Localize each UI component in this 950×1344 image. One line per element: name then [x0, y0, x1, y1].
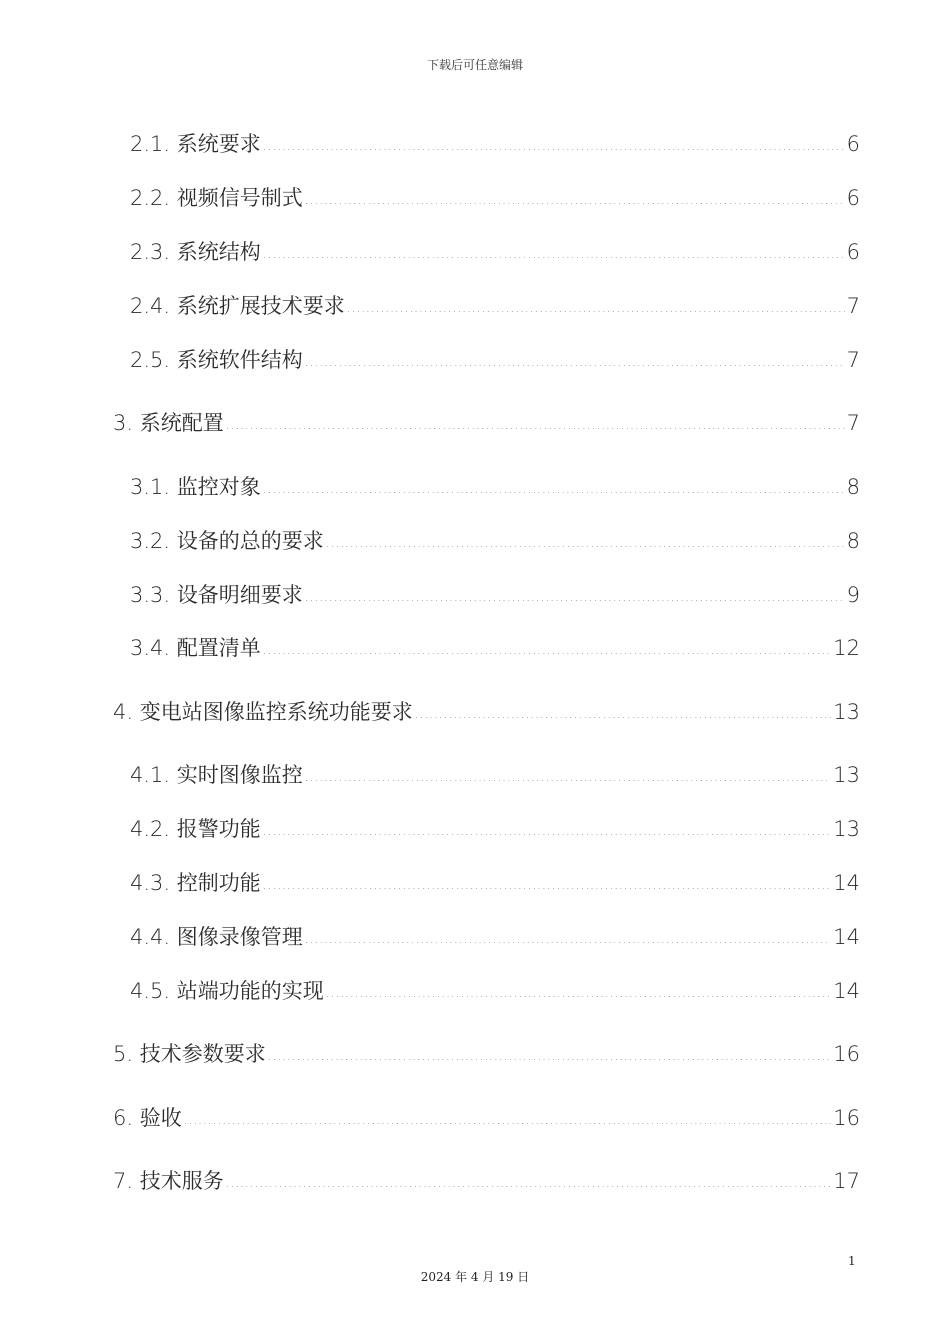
toc-leader-dots [305, 582, 845, 612]
toc-entry[interactable] [130, 633, 860, 666]
toc-entry[interactable] [130, 814, 860, 847]
toc-leader-dots [263, 239, 845, 269]
toc-entry-title: 3.3. 设备明细要求 [130, 583, 303, 607]
toc-entry[interactable] [130, 237, 860, 270]
toc-leader-dots [415, 699, 832, 729]
toc-entry-page: 16 [833, 1042, 860, 1066]
toc-leader-dots [263, 870, 832, 900]
toc-entry[interactable] [130, 345, 860, 378]
toc-entry-page: 13 [833, 763, 860, 787]
toc-entry-title: 3.4. 配置清单 [130, 636, 261, 660]
toc-entry-title: 2.5. 系统软件结构 [130, 348, 303, 372]
toc-leader-dots [263, 635, 832, 665]
toc-entry[interactable] [130, 183, 860, 216]
toc-entry-page: 14 [833, 871, 860, 895]
toc-entry-title: 2.4. 系统扩展技术要求 [130, 294, 345, 318]
toc-leader-dots [226, 410, 845, 440]
toc-entry[interactable] [130, 922, 860, 955]
toc-entry-page: 7 [846, 348, 860, 372]
toc-entry-title: 4. 变电站图像监控系统功能要求 [113, 700, 413, 724]
toc-leader-dots [305, 185, 845, 215]
toc-entry-page: 17 [833, 1169, 860, 1193]
toc-leader-dots [184, 1105, 832, 1135]
toc-entry-title: 3.2. 设备的总的要求 [130, 529, 324, 553]
toc-entry-page: 6 [846, 186, 860, 210]
toc-entry-title: 2.3. 系统结构 [130, 240, 261, 264]
toc-entry[interactable] [130, 580, 860, 613]
toc-entry-title: 2.1. 系统要求 [130, 132, 261, 156]
toc-entry-page: 13 [833, 700, 860, 724]
toc-entry-title: 4.5. 站端功能的实现 [130, 979, 324, 1003]
toc-entry-page: 14 [833, 979, 860, 1003]
toc-entry-title: 2.2. 视频信号制式 [130, 186, 303, 210]
toc-leader-dots [263, 131, 845, 161]
toc-entry-title: 4.4. 图像录像管理 [130, 925, 303, 949]
toc-entry-page: 8 [846, 475, 860, 499]
toc-entry-title: 4.1. 实时图像监控 [130, 763, 303, 787]
toc-entry-title: 7. 技术服务 [113, 1169, 224, 1193]
toc-entry[interactable] [113, 1103, 860, 1136]
toc-leader-dots [305, 762, 832, 792]
toc-entry[interactable] [130, 472, 860, 505]
toc-entry[interactable] [130, 976, 860, 1009]
toc-leader-dots [305, 347, 845, 377]
toc-entry-page: 6 [846, 132, 860, 156]
toc-leader-dots [305, 924, 832, 954]
toc-entry[interactable] [130, 760, 860, 793]
toc-entry-page: 13 [833, 817, 860, 841]
toc-entry-page: 14 [833, 925, 860, 949]
toc-entry-page: 7 [846, 294, 860, 318]
toc-entry[interactable] [113, 408, 860, 441]
toc-leader-dots [268, 1041, 832, 1071]
toc-entry-title: 4.3. 控制功能 [130, 871, 261, 895]
toc-leader-dots [326, 978, 832, 1008]
toc-entry[interactable] [130, 291, 860, 324]
toc-entry[interactable] [130, 526, 860, 559]
toc-leader-dots [226, 1168, 832, 1198]
toc-entry-page: 16 [833, 1106, 860, 1130]
page-number: 1 [848, 1254, 856, 1268]
page-footer-date: 2024 年 4 月 19 日 [420, 1270, 530, 1284]
toc-leader-dots [347, 293, 845, 323]
toc-entry[interactable] [113, 1166, 860, 1199]
toc-entry-page: 9 [846, 583, 860, 607]
toc-leader-dots [263, 474, 845, 504]
toc-entry[interactable] [130, 129, 860, 162]
toc-entry-page: 12 [833, 636, 860, 660]
toc-entry-title: 5. 技术参数要求 [113, 1042, 266, 1066]
toc-leader-dots [326, 528, 845, 558]
toc-entry-title: 3.1. 监控对象 [130, 475, 261, 499]
toc-entry-title: 3. 系统配置 [113, 411, 224, 435]
toc-entry[interactable] [113, 1039, 860, 1072]
page-header: 下载后可任意编辑 [426, 58, 523, 72]
toc-entry-page: 6 [846, 240, 860, 264]
toc-entry-title: 4.2. 报警功能 [130, 817, 261, 841]
toc-entry[interactable] [130, 868, 860, 901]
toc-entry[interactable] [113, 697, 860, 730]
toc-entry-title: 6. 验收 [113, 1106, 182, 1130]
toc-entry-page: 8 [846, 529, 860, 553]
toc-leader-dots [263, 816, 832, 846]
toc-entry-page: 7 [846, 411, 860, 435]
